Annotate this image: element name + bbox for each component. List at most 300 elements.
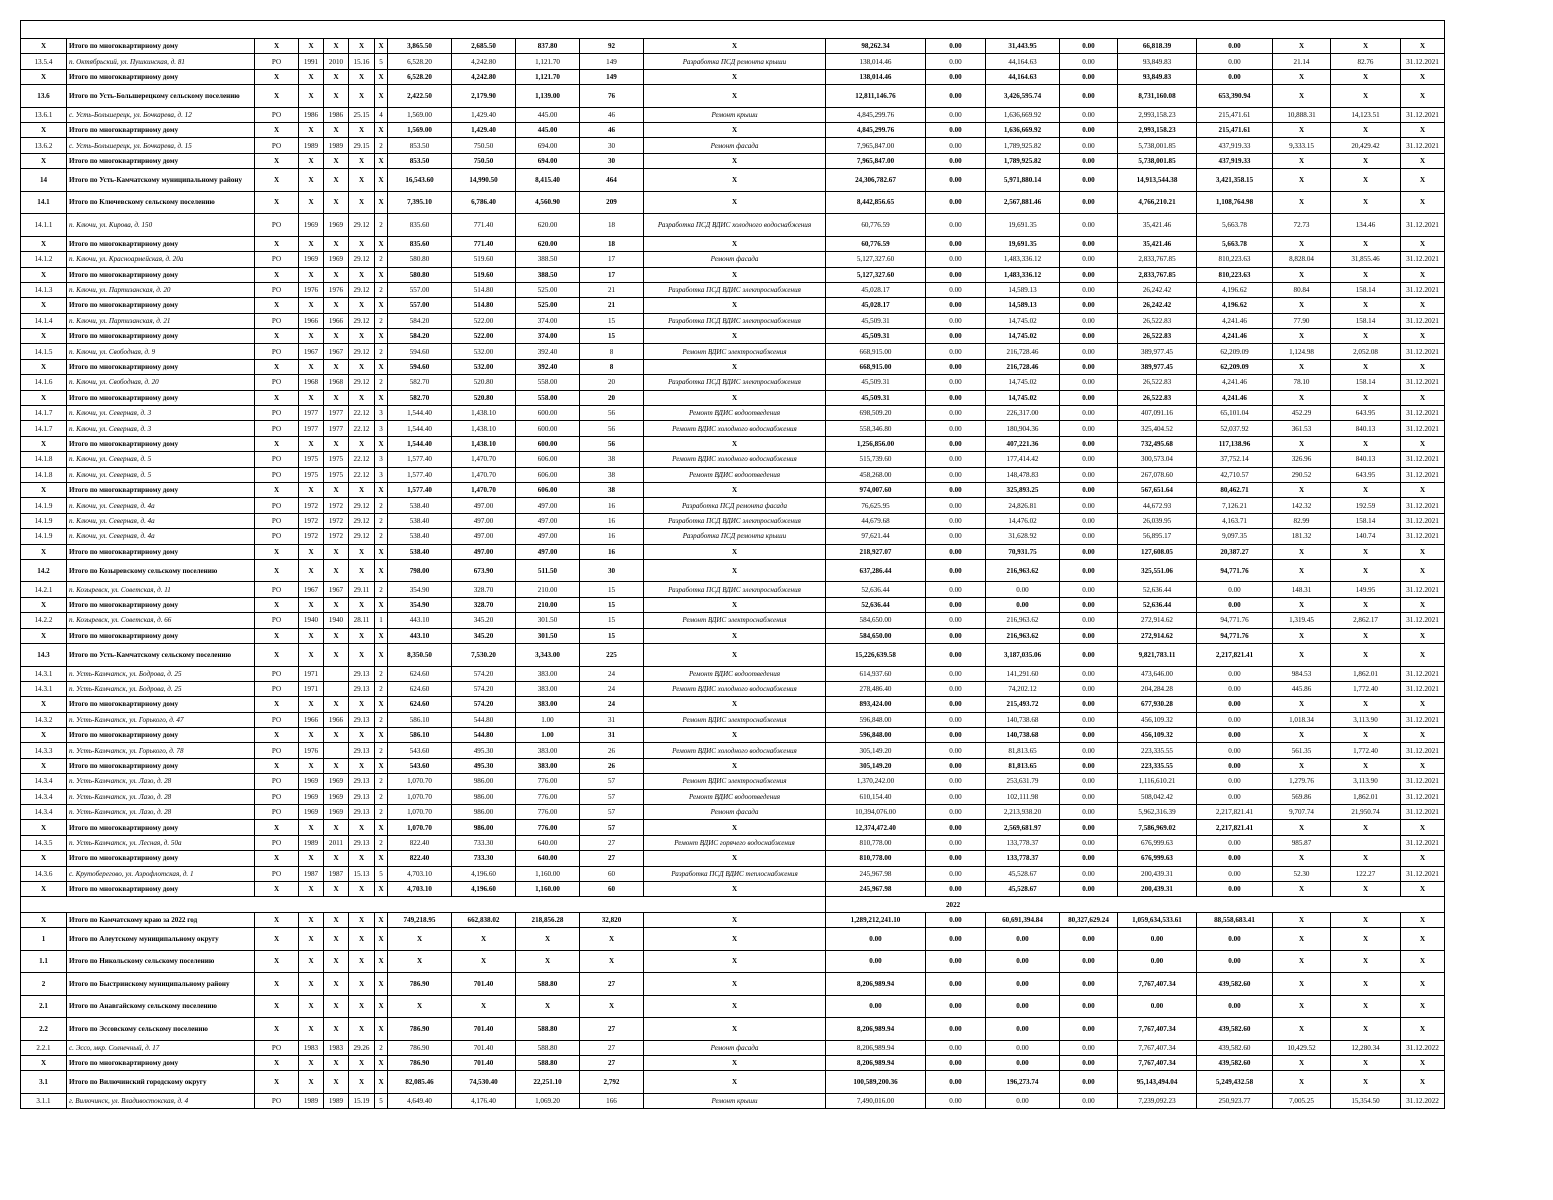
cell-residents: 149 (580, 54, 644, 69)
cell-year-renovated: 1940 (324, 613, 349, 628)
cell-num: X (21, 436, 67, 451)
cell-wear: 15.19 (349, 1093, 375, 1108)
cell-fund-local: 0.00 (1060, 123, 1118, 138)
cell-cost-total: 0.00 (826, 995, 926, 1018)
cell-fund-other: 4,196.62 (1197, 298, 1273, 313)
cell-residents: 15 (580, 613, 644, 628)
cell-unit-cost: X (1273, 123, 1331, 138)
cell-unit-cost-limit: 82.76 (1331, 54, 1401, 69)
cell-cost-total: 98,262.34 (826, 39, 926, 54)
total-row (21, 881, 1445, 896)
cell-address: п. Ключи, ул. Северная, д. 3 (67, 421, 255, 436)
cell-deadline: 31.12.2021 (1401, 138, 1445, 153)
cell-residents: 8 (580, 359, 644, 374)
cell-num: X (21, 153, 67, 168)
cell-fund-owners: 732,495.68 (1118, 436, 1197, 451)
cell-fund-other: 7,126.21 (1197, 498, 1273, 513)
cell-year-renovated: 1969 (324, 214, 349, 237)
cell-fund-owners: 508,042.42 (1118, 789, 1197, 804)
cell-area-nonresidential: 1,160.00 (516, 866, 580, 881)
cell-deadline: X (1401, 85, 1445, 108)
cell-num: 14.3.1 (21, 666, 67, 681)
cell-wear: 22.12 (349, 467, 375, 482)
cell-address: п. Усть-Камчатск, ул. Бодрова, д. 25 (67, 681, 255, 696)
cell-area-nonresidential: 22,251.10 (516, 1071, 580, 1094)
cell-fund-local: 0.00 (1060, 928, 1118, 951)
cell-area-nonresidential: 776.00 (516, 774, 580, 789)
table-row (21, 467, 1445, 482)
cell-fund-regional: 44,164.63 (986, 69, 1060, 84)
cell-fund-other: 4,241.46 (1197, 390, 1273, 405)
cell-year-built: 1967 (299, 344, 324, 359)
cell-fund-federal: 0.00 (926, 236, 986, 251)
cell-wear: 15.13 (349, 866, 375, 881)
cell-fund-local: 0.00 (1060, 559, 1118, 582)
cell-fund-federal: 0.00 (926, 138, 986, 153)
cell-num: 3.1.1 (21, 1093, 67, 1108)
cell-fund-owners: 95,143,494.04 (1118, 1071, 1197, 1094)
cell-unit-cost-limit: 840.13 (1331, 421, 1401, 436)
cell-year-renovated: 1967 (324, 344, 349, 359)
cell-area-residential: X (452, 928, 516, 951)
cell-fund-local: 0.00 (1060, 1071, 1118, 1094)
cell-deadline: 31.12.2021 (1401, 835, 1445, 850)
cell-area-nonresidential: 525.00 (516, 282, 580, 297)
cell-unit-cost: 9,333.15 (1273, 138, 1331, 153)
cell-fund-owners: 200,439.31 (1118, 881, 1197, 896)
cell-executor: РО (255, 214, 299, 237)
cell-year-built: 1972 (299, 529, 324, 544)
total-row (21, 267, 1445, 282)
cell-year-renovated: 1969 (324, 252, 349, 267)
cell-fund-regional: 45,528.67 (986, 866, 1060, 881)
cell-area-total: 6,528.20 (388, 69, 452, 84)
cell-residents: 57 (580, 820, 644, 835)
cell-fund-regional: 0.00 (986, 597, 1060, 612)
cell-executor: X (255, 820, 299, 835)
cell-work-type: Разработка ПСД ВДИС электроснабжения (644, 513, 826, 528)
cell-fund-owners: 0.00 (1118, 950, 1197, 973)
cell-address: с. Крутоберегово, ул. Аэрофлотская, д. 1 (67, 866, 255, 881)
cell-year-built: X (299, 851, 324, 866)
cell-fund-local: 0.00 (1060, 774, 1118, 789)
cell-wear: 29.15 (349, 138, 375, 153)
cell-unit-cost-limit: 1,862.01 (1331, 666, 1401, 681)
cell-executor: РО (255, 252, 299, 267)
cell-year-built: 1975 (299, 467, 324, 482)
cell-year-built: X (299, 644, 324, 667)
cell-year-renovated: X (324, 851, 349, 866)
cell-fund-owners: 676,999.63 (1118, 851, 1197, 866)
cell-fund-owners: 9,821,783.11 (1118, 644, 1197, 667)
cell-num: 14.1.9 (21, 498, 67, 513)
cell-unit-cost: 1,279.76 (1273, 774, 1331, 789)
cell-num: X (21, 597, 67, 612)
cell-num: 13.6 (21, 85, 67, 108)
cell-cost-total: 45,509.31 (826, 313, 926, 328)
total-row (21, 995, 1445, 1018)
cell-fund-regional: 177,414.42 (986, 452, 1060, 467)
total-row (21, 950, 1445, 973)
cell-address: Итого по Камчатскому краю за 2022 год (67, 912, 255, 927)
cell-fund-local: 0.00 (1060, 1018, 1118, 1041)
cell-area-total: 1,070.70 (388, 820, 452, 835)
cell-area-nonresidential: 588.80 (516, 1056, 580, 1071)
cell-num: 14.1.3 (21, 282, 67, 297)
cell-wear: 29.12 (349, 498, 375, 513)
cell-fund-federal: 0.00 (926, 1093, 986, 1108)
cell-deadline: 31.12.2021 (1401, 613, 1445, 628)
cell-floors: X (375, 1018, 388, 1041)
cell-wear: X (349, 69, 375, 84)
cell-address: п. Ключи, ул. Северная, д. 5 (67, 467, 255, 482)
cell-floors: X (375, 628, 388, 643)
cell-year-renovated: X (324, 359, 349, 374)
cell-fund-other: 0.00 (1197, 928, 1273, 951)
cell-unit-cost: X (1273, 298, 1331, 313)
cell-work-type: X (644, 697, 826, 712)
cell-area-total: 557.00 (388, 282, 452, 297)
cell-num: 13.6.2 (21, 138, 67, 153)
cell-fund-federal: 0.00 (926, 774, 986, 789)
cell-fund-other: 94,771.76 (1197, 559, 1273, 582)
cell-executor: РО (255, 805, 299, 820)
cell-unit-cost: 9,707.74 (1273, 805, 1331, 820)
cell-area-residential: 662,838.02 (452, 912, 516, 927)
cell-fund-other: 5,663.78 (1197, 236, 1273, 251)
cell-executor: X (255, 191, 299, 214)
cell-cost-total: 305,149.20 (826, 743, 926, 758)
cell-deadline: 31.12.2021 (1401, 344, 1445, 359)
cell-fund-other: 94,771.76 (1197, 613, 1273, 628)
cell-deadline: X (1401, 644, 1445, 667)
cell-year-built: 1969 (299, 805, 324, 820)
cell-num: X (21, 390, 67, 405)
cell-unit-cost: X (1273, 851, 1331, 866)
cell-address: Итого по Алеутскому муниципальному округу (67, 928, 255, 951)
cell-num: 14.3.2 (21, 712, 67, 727)
cell-unit-cost: X (1273, 436, 1331, 451)
cell-wear: X (349, 912, 375, 927)
cell-address: с. Усть-Большерецк, ул. Бочкарева, д. 15 (67, 138, 255, 153)
cell-wear: 29.13 (349, 681, 375, 696)
cell-area-residential: 986.00 (452, 805, 516, 820)
cell-unit-cost: X (1273, 644, 1331, 667)
cell-executor: РО (255, 582, 299, 597)
cell-wear: X (349, 995, 375, 1018)
cell-area-total: 4,703.10 (388, 866, 452, 881)
cell-floors: X (375, 1071, 388, 1094)
cell-unit-cost: 77.90 (1273, 313, 1331, 328)
cell-cost-total: 45,028.17 (826, 282, 926, 297)
cell-work-type: X (644, 191, 826, 214)
cell-fund-other: 0.00 (1197, 789, 1273, 804)
cell-address: п. Усть-Камчатск, ул. Лесная, д. 50а (67, 835, 255, 850)
cell-fund-other: 437,919.33 (1197, 138, 1273, 153)
cell-area-nonresidential: 445.00 (516, 107, 580, 122)
cell-residents: 18 (580, 214, 644, 237)
cell-fund-local: 0.00 (1060, 613, 1118, 628)
cell-area-total: 557.00 (388, 298, 452, 313)
cell-cost-total: 1,370,242.00 (826, 774, 926, 789)
cell-work-type: Ремонт фасада (644, 138, 826, 153)
cell-fund-owners: 389,977.45 (1118, 359, 1197, 374)
cell-wear: X (349, 728, 375, 743)
cell-deadline: X (1401, 39, 1445, 54)
cell-fund-other: 0.00 (1197, 728, 1273, 743)
cell-fund-other: 9,097.35 (1197, 529, 1273, 544)
cell-num: 14.1.4 (21, 313, 67, 328)
cell-fund-regional: 70,931.75 (986, 544, 1060, 559)
cell-fund-federal: 0.00 (926, 758, 986, 773)
cell-deadline: X (1401, 728, 1445, 743)
cell-area-residential: 522.00 (452, 329, 516, 344)
cell-unit-cost: 72.73 (1273, 214, 1331, 237)
cell-fund-federal: 0.00 (926, 697, 986, 712)
cell-floors: 2 (375, 513, 388, 528)
cell-fund-owners: 52,636.44 (1118, 597, 1197, 612)
cell-address: п. Ключи, ул. Северная, д. 5 (67, 452, 255, 467)
cell-residents: X (580, 995, 644, 1018)
cell-num: 13.6.1 (21, 107, 67, 122)
cell-work-type: Ремонт ВДИС электроснабжения (644, 613, 826, 628)
cell-wear: X (349, 85, 375, 108)
cell-fund-owners: 0.00 (1118, 995, 1197, 1018)
cell-area-total: 594.60 (388, 344, 452, 359)
cell-executor: X (255, 1056, 299, 1071)
cell-num: X (21, 1056, 67, 1071)
cell-unit-cost: 78.10 (1273, 375, 1331, 390)
cell-area-total: 798.00 (388, 559, 452, 582)
cell-deadline: 31.12.2021 (1401, 498, 1445, 513)
cell-work-type: Ремонт ВДИС электроснабжения (644, 774, 826, 789)
cell-fund-local: 0.00 (1060, 644, 1118, 667)
cell-deadline: X (1401, 950, 1445, 973)
cell-residents: 166 (580, 1093, 644, 1108)
cell-area-residential: 497.00 (452, 529, 516, 544)
cell-cost-total: 52,636.44 (826, 582, 926, 597)
cell-fund-regional: 407,221.36 (986, 436, 1060, 451)
cell-cost-total: 44,679.68 (826, 513, 926, 528)
cell-unit-cost-limit: X (1331, 69, 1401, 84)
cell-year-renovated: 1972 (324, 498, 349, 513)
cell-area-nonresidential: 511.50 (516, 559, 580, 582)
cell-unit-cost: X (1273, 995, 1331, 1018)
cell-fund-owners: 7,767,407.34 (1118, 1056, 1197, 1071)
cell-floors: X (375, 820, 388, 835)
cell-work-type: X (644, 559, 826, 582)
cell-area-total: 354.90 (388, 597, 452, 612)
cell-fund-federal: 0.00 (926, 359, 986, 374)
cell-num: 1.1 (21, 950, 67, 973)
cell-deadline: X (1401, 820, 1445, 835)
cell-unit-cost-limit: 158.14 (1331, 313, 1401, 328)
cell-year-built: 1966 (299, 313, 324, 328)
cell-fund-local: 0.00 (1060, 597, 1118, 612)
cell-area-total: X (388, 928, 452, 951)
cell-fund-local: 0.00 (1060, 329, 1118, 344)
cell-fund-local: 0.00 (1060, 973, 1118, 996)
table-row (21, 421, 1445, 436)
cell-wear: X (349, 544, 375, 559)
cell-year-built: X (299, 359, 324, 374)
cell-address: п. Усть-Камчатск, ул. Горького, д. 47 (67, 712, 255, 727)
cell-address: п. Усть-Камчатск, ул. Горького, д. 78 (67, 743, 255, 758)
cell-unit-cost: 1,124.98 (1273, 344, 1331, 359)
cell-cost-total: 138,014.46 (826, 54, 926, 69)
cell-work-type: X (644, 851, 826, 866)
cell-work-type: X (644, 329, 826, 344)
cell-area-residential: 520.80 (452, 375, 516, 390)
cell-area-residential: 733.30 (452, 851, 516, 866)
cell-floors: 2 (375, 282, 388, 297)
cell-year-built: X (299, 153, 324, 168)
cell-area-total: 1,577.40 (388, 482, 452, 497)
cell-deadline: X (1401, 153, 1445, 168)
cell-residents: 15 (580, 597, 644, 612)
cell-work-type: Ремонт ВДИС электроснабжения (644, 344, 826, 359)
cell-fund-other: 0.00 (1197, 697, 1273, 712)
cell-area-residential: 514.80 (452, 298, 516, 313)
cell-fund-local: 0.00 (1060, 267, 1118, 282)
cell-executor: X (255, 123, 299, 138)
cell-wear: X (349, 191, 375, 214)
cell-floors: 2 (375, 1040, 388, 1055)
cell-unit-cost: X (1273, 1071, 1331, 1094)
cell-area-nonresidential: 392.40 (516, 344, 580, 359)
total-row (21, 912, 1445, 927)
cell-area-residential: 514.80 (452, 282, 516, 297)
cell-unit-cost-limit: 3,113.90 (1331, 712, 1401, 727)
cell-fund-regional: 0.00 (986, 1018, 1060, 1041)
cell-floors: 4 (375, 107, 388, 122)
cell-fund-regional: 140,738.68 (986, 728, 1060, 743)
cell-fund-regional: 45,528.67 (986, 881, 1060, 896)
cell-area-nonresidential: 776.00 (516, 805, 580, 820)
cell-executor: X (255, 1018, 299, 1041)
cell-year-renovated: X (324, 123, 349, 138)
cell-year-built: 1987 (299, 866, 324, 881)
cell-residents: 27 (580, 1056, 644, 1071)
cell-unit-cost: 984.53 (1273, 666, 1331, 681)
cell-cost-total: 584,650.00 (826, 613, 926, 628)
cell-work-type: X (644, 359, 826, 374)
table-row (21, 138, 1445, 153)
total-row (21, 236, 1445, 251)
cell-fund-owners: 1,116,610.21 (1118, 774, 1197, 789)
cell-fund-other: 4,241.46 (1197, 375, 1273, 390)
cell-unit-cost-limit: X (1331, 123, 1401, 138)
cell-year-renovated: X (324, 644, 349, 667)
cell-work-type: Ремонт ВДИС холодного водоснабжения (644, 681, 826, 696)
cell-year-renovated (324, 681, 349, 696)
cell-num: 14.1.8 (21, 452, 67, 467)
cell-floors: X (375, 153, 388, 168)
cell-fund-regional: 216,728.46 (986, 359, 1060, 374)
cell-wear: X (349, 329, 375, 344)
cell-fund-other: 4,241.46 (1197, 313, 1273, 328)
cell-executor: РО (255, 513, 299, 528)
cell-unit-cost: 1,319.45 (1273, 613, 1331, 628)
cell-fund-owners: 456,109.32 (1118, 728, 1197, 743)
cell-fund-owners: 2,833,767.85 (1118, 252, 1197, 267)
cell-unit-cost-limit: X (1331, 153, 1401, 168)
year-label: 2022 (826, 897, 1445, 912)
cell-fund-owners: 26,522.83 (1118, 329, 1197, 344)
cell-unit-cost-limit: X (1331, 950, 1401, 973)
cell-address: п. Усть-Камчатск, ул. Лазо, д. 28 (67, 805, 255, 820)
cell-year-renovated: 1983 (324, 1040, 349, 1055)
cell-residents: 38 (580, 467, 644, 482)
cell-executor: РО (255, 666, 299, 681)
cell-year-renovated: X (324, 482, 349, 497)
cell-address: Итого по Ключевскому сельскому поселению (67, 191, 255, 214)
cell-area-nonresidential: 600.00 (516, 436, 580, 451)
cell-year-renovated: 1967 (324, 582, 349, 597)
cell-fund-other: 5,663.78 (1197, 214, 1273, 237)
cell-address: п. Ключи, ул. Северная, д. 4а (67, 498, 255, 513)
cell-floors: X (375, 39, 388, 54)
cell-floors: 2 (375, 835, 388, 850)
cell-year-renovated: X (324, 298, 349, 313)
cell-executor: X (255, 359, 299, 374)
cell-fund-other: 0.00 (1197, 39, 1273, 54)
cell-fund-local: 0.00 (1060, 498, 1118, 513)
cell-work-type: X (644, 912, 826, 927)
cell-area-total: 3,865.50 (388, 39, 452, 54)
cell-fund-local: 0.00 (1060, 153, 1118, 168)
cell-year-built: X (299, 950, 324, 973)
year-spacer (21, 897, 826, 912)
cell-unit-cost-limit: 643.95 (1331, 467, 1401, 482)
cell-address: Итого по многоквартирному дому (67, 123, 255, 138)
cell-unit-cost: X (1273, 329, 1331, 344)
cell-unit-cost: X (1273, 236, 1331, 251)
cell-residents: 27 (580, 973, 644, 996)
cell-work-type: Разработка ПСД ремонта крыши (644, 529, 826, 544)
cell-fund-local: 0.00 (1060, 191, 1118, 214)
cell-fund-regional: 133,778.37 (986, 835, 1060, 850)
cell-area-nonresidential: 1,139.00 (516, 85, 580, 108)
cell-area-residential: 574.20 (452, 697, 516, 712)
cell-wear: 29.12 (349, 282, 375, 297)
cell-year-renovated: X (324, 39, 349, 54)
cell-address: п. Ключи, ул. Свободная, д. 9 (67, 344, 255, 359)
cell-num: 2.2 (21, 1018, 67, 1041)
cell-fund-owners: 676,999.63 (1118, 835, 1197, 850)
cell-cost-total: 7,965,847.00 (826, 138, 926, 153)
cell-area-residential: 574.20 (452, 666, 516, 681)
cell-residents: 24 (580, 697, 644, 712)
cell-fund-local: 0.00 (1060, 69, 1118, 84)
cell-year-built: X (299, 728, 324, 743)
cell-executor: РО (255, 452, 299, 467)
cell-year-built: X (299, 628, 324, 643)
cell-deadline: X (1401, 697, 1445, 712)
cell-wear: X (349, 758, 375, 773)
cell-fund-local: 80,327,629.24 (1060, 912, 1118, 927)
cell-area-total: 1,070.70 (388, 789, 452, 804)
cell-fund-federal: 0.00 (926, 728, 986, 743)
cell-area-residential: 986.00 (452, 789, 516, 804)
cell-residents: 18 (580, 236, 644, 251)
blank-row (21, 21, 1445, 39)
cell-fund-other: 4,196.62 (1197, 282, 1273, 297)
cell-num: 13.5.4 (21, 54, 67, 69)
cell-cost-total: 45,509.31 (826, 390, 926, 405)
cell-work-type: X (644, 436, 826, 451)
cell-address: Итого по многоквартирному дому (67, 628, 255, 643)
